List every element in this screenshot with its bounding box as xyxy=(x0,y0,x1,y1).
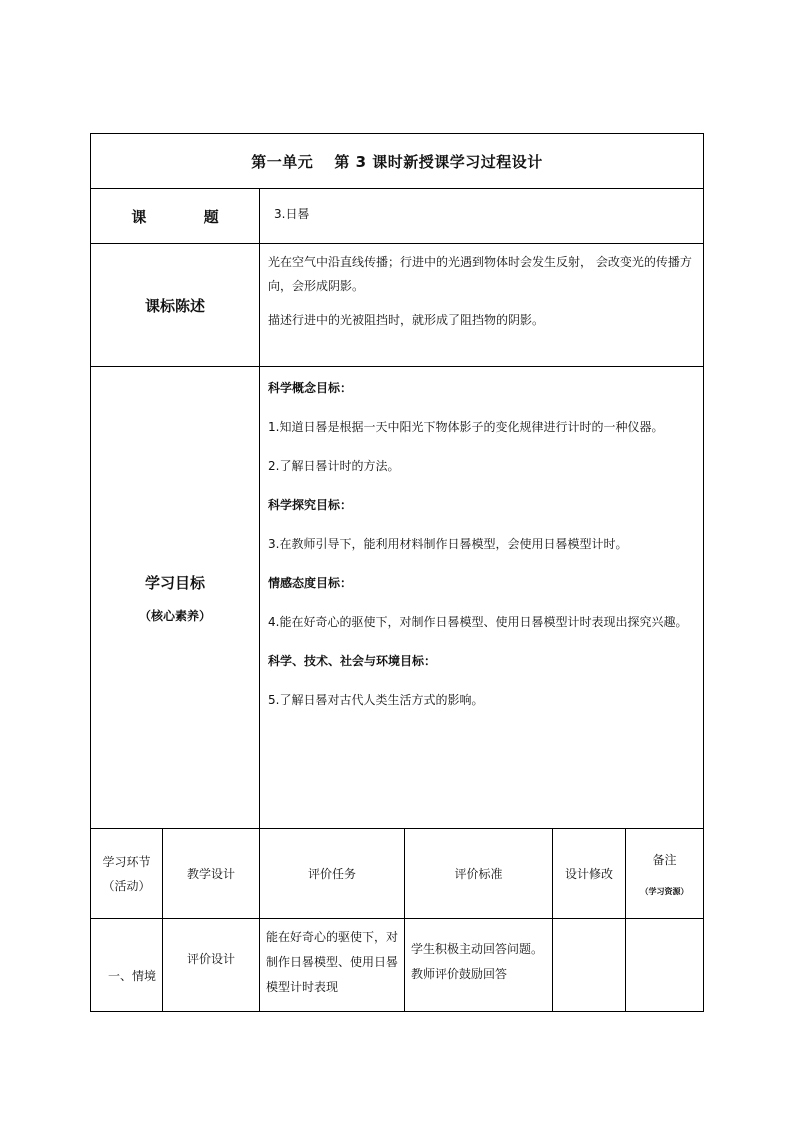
lesson-plan-document xyxy=(90,133,703,1012)
standard-row xyxy=(91,244,704,367)
row1-stage: 一、情境 xyxy=(91,919,163,1012)
row1-design: 评价设计 xyxy=(163,919,260,1012)
subject-label: 课 题 xyxy=(131,207,245,226)
title-row xyxy=(91,134,704,189)
objective-item-3: 3.在教师引导下，能利用材料制作日晷模型，会使用日晷模型计时。 xyxy=(268,537,628,551)
standard-label: 课标陈述 xyxy=(91,244,260,367)
header-criteria: 评价标准 xyxy=(405,829,553,919)
objectives-label-cell xyxy=(91,367,260,829)
header-note-cell xyxy=(626,829,704,919)
objective-item-5: 5.了解日晷对古代人类生活方式的影响。 xyxy=(268,693,484,707)
standard-content-cell xyxy=(260,244,704,367)
objective-item-1: 1.知道日晷是根据一天中阳光下物体影子的变化规律进行计时的一种仪器。 xyxy=(268,420,664,434)
header-revision: 设计修改 xyxy=(553,829,626,919)
header-stage: 学习环节 xyxy=(102,854,151,869)
lesson-plan-table xyxy=(90,133,704,1012)
process-row-1 xyxy=(91,919,704,1012)
objective-item-4: 4.能在好奇心的驱使下，对制作日晷模型、使用日晷模型计时表现出探究兴趣。 xyxy=(268,615,688,629)
row1-criteria: 学生积极主动回答问题。教师评价鼓励回答 xyxy=(405,919,553,1012)
objectives-row xyxy=(91,367,704,829)
subject-row xyxy=(91,189,704,244)
standard-line-1: 光在空气中沿直线传播；行进中的光遇到物体时会发生反射， 会改变光的传播方向，会形成阴影。 xyxy=(268,255,692,293)
subject-label-cell xyxy=(91,189,260,244)
objective-heading-attitude: 情感态度目标： xyxy=(268,576,353,590)
standard-line-2: 描述行进中的光被阻挡时，就形成了阻挡物的阴影。 xyxy=(268,313,545,327)
header-stage-cell xyxy=(91,829,163,919)
objective-heading-concept: 科学概念目标： xyxy=(268,381,353,395)
objective-heading-inquiry: 科学探究目标： xyxy=(268,498,353,512)
objectives-content-cell xyxy=(260,367,704,829)
row1-revision xyxy=(553,919,626,1012)
subject-value-cell xyxy=(260,189,704,244)
process-header-row xyxy=(91,829,704,919)
objective-heading-sts: 科学、技术、社会与环境目标： xyxy=(268,654,437,668)
header-design: 教学设计 xyxy=(163,829,260,919)
objectives-label: 学习目标 xyxy=(144,573,205,592)
document-title: 第一单元 第 3 课时新授课学习过程设计 xyxy=(91,134,704,189)
header-stage-sub: （活动） xyxy=(102,878,151,893)
header-note-sub: （学习资源） xyxy=(640,886,689,896)
subject-value: 3.日晷 xyxy=(274,207,310,221)
header-task: 评价任务 xyxy=(260,829,405,919)
header-note: 备注 xyxy=(652,852,677,867)
objectives-sublabel: （核心素养） xyxy=(138,608,211,623)
objective-item-2: 2.了解日晷计时的方法。 xyxy=(268,459,400,473)
row1-note xyxy=(626,919,704,1012)
row1-task: 能在好奇心的驱使下，对制作日晷模型、使用日晷模型计时表现 xyxy=(260,919,405,1012)
